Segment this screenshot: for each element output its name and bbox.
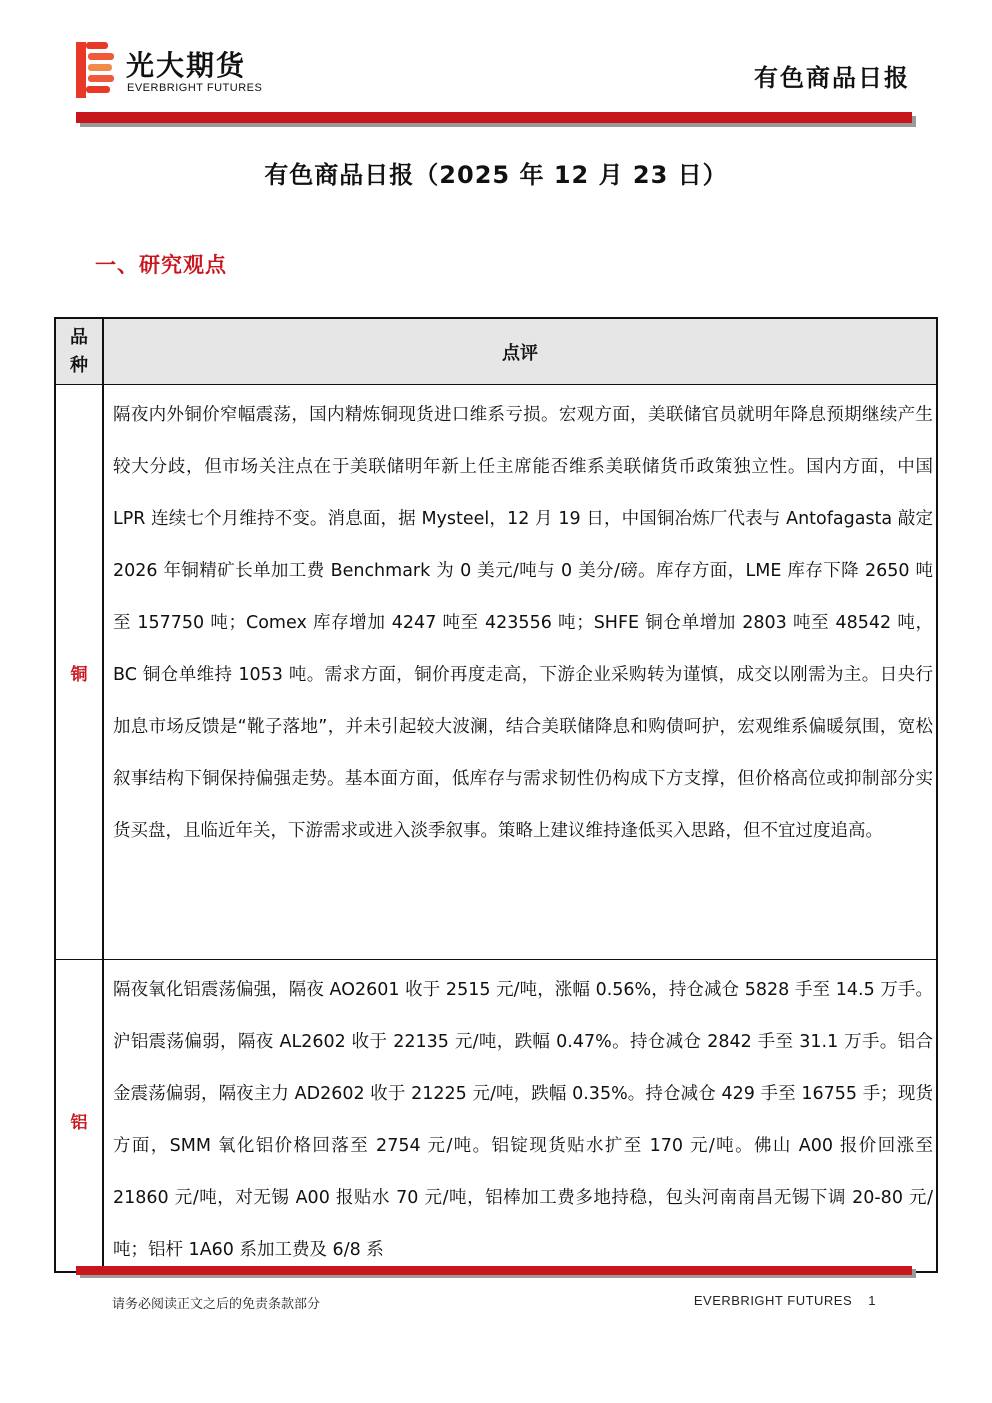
comment-aluminium: 隔夜氧化铝震荡偏强，隔夜 AO2601 收于 2515 元/吨，涨幅 0.56%，持仓减仓 5828 手至 14.5 万手。沪铝震荡偏弱，隔夜 AL2602 收于 22135 元/吨，跌幅 0.47%。持仓减仓 2842 手至 31.1 万手。铝合金震荡偏弱，隔夜主力 AD2602 收于 21225 元/吨，跌幅 0.35%。持仓减仓 429 手至 16755 手；现货方面，SMM 氧化铝价格回落至 2754 元/吨。铝锭现货贴水扩至 170 元/吨。佛山 A00 报价回涨至 21860 元/吨，对无锡 A00 报贴水 70 元/吨，铝棒加工费多地持稳，包头河南南昌无锡下调 20-80 元/吨；铝杆 1A60 系加工费及 6/8 系	[113, 980, 933, 1260]
report-type: 有色商品日报	[754, 64, 910, 92]
section-heading: 一、研究观点	[95, 253, 227, 277]
company-logo	[76, 40, 286, 100]
variety-aluminium: 铝	[70, 1112, 88, 1133]
header-variety-char: 品	[70, 326, 88, 348]
page-number: 1	[868, 1293, 876, 1308]
header-variety	[56, 319, 102, 384]
commodity-table	[54, 317, 938, 1273]
footer-company-page	[694, 1293, 876, 1308]
logo-text-en: EVERBRIGHT FUTURES	[127, 82, 263, 94]
logo-text-cn: 光大期货	[126, 49, 247, 82]
document-title: 有色商品日报（2025 年 12 月 23 日）	[264, 161, 728, 189]
column-separator	[102, 319, 104, 1271]
everbright-logo-icon	[76, 42, 116, 98]
table-row	[56, 960, 936, 1273]
footer-company: EVERBRIGHT FUTURES	[693, 1293, 853, 1308]
header-comment: 点评	[502, 342, 538, 364]
footer-divider	[76, 1266, 916, 1278]
table-header	[56, 319, 936, 385]
header-divider	[76, 112, 916, 127]
table-row	[56, 385, 936, 960]
variety-copper: 铜	[70, 664, 88, 685]
comment-copper: 隔夜内外铜价窄幅震荡，国内精炼铜现货进口维系亏损。宏观方面，美联储官员就明年降息预期继续产生较大分歧，但市场关注点在于美联储明年新上任主席能否维系美联储货币政策独立性。国内方面，中国 LPR 连续七个月维持不变。消息面，据 Mysteel，12 月 19 日，中国铜冶炼厂代表与 Antofagasta 敲定 2026 年铜精矿长单加工费 Benchmark 为 0 美元/吨与 0 美分/磅。库存方面，LME 库存下降 2650 吨至 157750 吨；Comex 库存增加 4247 吨至 423556 吨；SHFE 铜仓单增加 2803 吨至 48542 吨，BC 铜仓单维持 1053 吨。需求方面，铜价再度走高，下游企业采购转为谨慎，成交以刚需为主。日央行加息市场反馈是“靴子落地”，并未引起较大波澜，结合美联储降息和购债呵护，宏观维系偏暖氛围，宽松叙事结构下铜保持偏强走势。基本面方面，低库存与需求韧性仍构成下方支撑，但价格高位或抑制部分实货买盘，且临近年关，下游需求或进入淡季叙事。策略上建议维持逢低买入思路，但不宜过度追高。	[113, 405, 933, 841]
footer-disclaimer: 请务必阅读正文之后的免责条款部分	[112, 1297, 321, 1312]
header-variety-char: 种	[70, 354, 88, 376]
